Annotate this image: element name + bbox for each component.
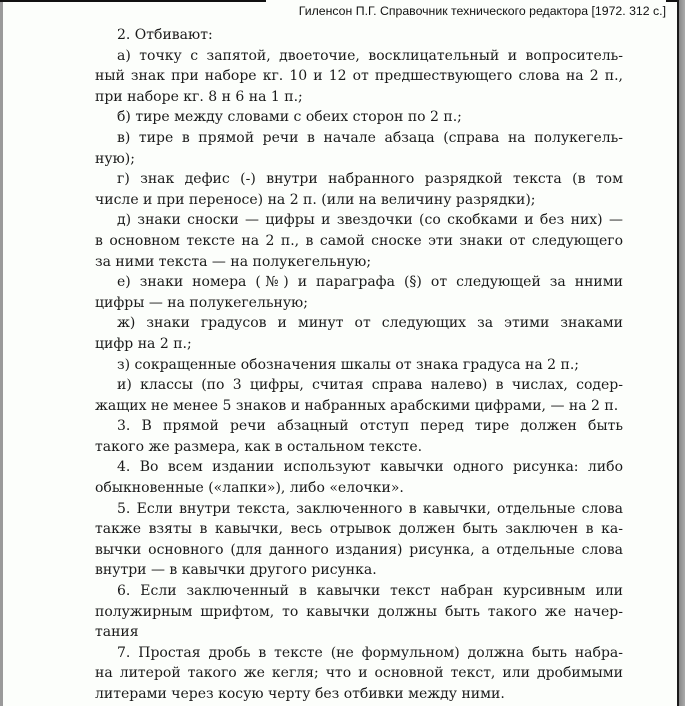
text-line: полужирным шрифтом, то кавычки должны быть такого же начер- — [95, 603, 623, 620]
section-heading — [95, 25, 623, 46]
text-line: г) знак дефис (-) внутри набранного разрядкой текста (в том — [117, 171, 623, 188]
text-line: 6. Если заключенный в кавычки текст набран курсивным или — [117, 583, 623, 600]
text-line: д) знаки сноски — цифры и звездочки (со скобками и без них) — — [117, 212, 623, 229]
text-line: ж) знаки градусов и минут от следующих за этими знаками — [117, 315, 623, 332]
text-line: а) точку с запятой, двоеточие, восклицательный и вопроситель- — [117, 47, 623, 64]
text-line: цифр на 2 п.; — [95, 335, 192, 352]
text-line: внутри — в кавычки другого рисунка. — [95, 562, 377, 579]
text-line: ную); — [95, 150, 135, 167]
document-page — [95, 25, 623, 705]
paragraph — [95, 643, 623, 705]
frame-left-border — [0, 0, 3, 706]
paragraph — [95, 313, 623, 354]
paragraph — [95, 499, 623, 581]
paragraph — [95, 46, 623, 108]
paragraph — [95, 107, 623, 128]
paragraph — [95, 272, 623, 313]
text-line: в основном тексте на 2 п., в самой сноске эти знаки от следующего — [95, 232, 623, 249]
text-line: з) сокращенные обозначения шкалы от знака градуса на 2 п.; — [117, 356, 580, 373]
paragraph — [95, 128, 623, 169]
text-line: 4. Во всем издании используют кавычки одного рисунка: либо — [117, 459, 623, 476]
text-line: и) классы (по 3 цифры, считая справа налево) в числах, содер- — [117, 377, 623, 394]
text-line: 7. Простая дробь в тексте (не формульном) должна быть набра- — [117, 644, 623, 661]
text-line: на литерой такого же кегля; что и основной текст, или дробимыми — [95, 665, 623, 682]
text-line: ный знак при наборе кг. 10 и 12 от предшествующего слова на 2 п., — [95, 68, 623, 85]
text-line: за ними текста — на полукегельную; — [95, 253, 372, 270]
text-line: жащих не менее 5 знаков и набранных арабскими цифрами, — на 2 п. — [95, 397, 619, 414]
text-line: также взяты в кавычки, весь отрывок должен быть заключен в ка- — [95, 521, 623, 538]
text-line: обыкновенные («лапки»), либо «елочки». — [95, 480, 404, 497]
text-line: литерами через косую черту без отбивки между ними. — [95, 686, 505, 702]
text-line: 2. Отбивают: — [117, 27, 213, 43]
paragraph — [95, 581, 623, 643]
text-line: е) знаки номера (№) и параграфа (§) от следующей за нними — [117, 274, 623, 291]
paragraph — [95, 169, 623, 210]
text-line: при наборе кг. 8 н 6 на 1 п.; — [95, 88, 303, 105]
frame-right-border — [677, 0, 685, 706]
text-line: в) тире в прямой речи в начале абзаца (справа на полукегель- — [117, 129, 623, 146]
text-line: цифры — на полукегельную; — [95, 294, 308, 311]
paragraph — [95, 210, 623, 272]
text-line: тания — [95, 624, 139, 641]
text-line: вычки основного (для данного издания) рисунка, а отдельные слова — [95, 541, 623, 558]
text-line: 5. Если внутри текста, заключенного в кавычки, отдельные слова — [117, 500, 623, 517]
text-line: 3. В прямой речи абзацный отступ перед тире должен быть — [117, 418, 623, 435]
frame-top-border — [0, 0, 266, 2]
paragraph — [95, 416, 623, 457]
text-line: б) тире между словами с обеих сторон по 2 п.; — [117, 109, 462, 126]
paragraph — [95, 457, 623, 498]
source-citation: Гиленсон П.Г. Справочник технического редактора [1972. 312 с.] — [298, 4, 666, 18]
paragraph — [95, 355, 623, 376]
text-line: числе и при переносе) на 2 п. (или на величину разрядки); — [95, 191, 536, 208]
paragraph — [95, 375, 623, 416]
text-line: такого же размера, как в остальном тексте. — [95, 438, 423, 455]
